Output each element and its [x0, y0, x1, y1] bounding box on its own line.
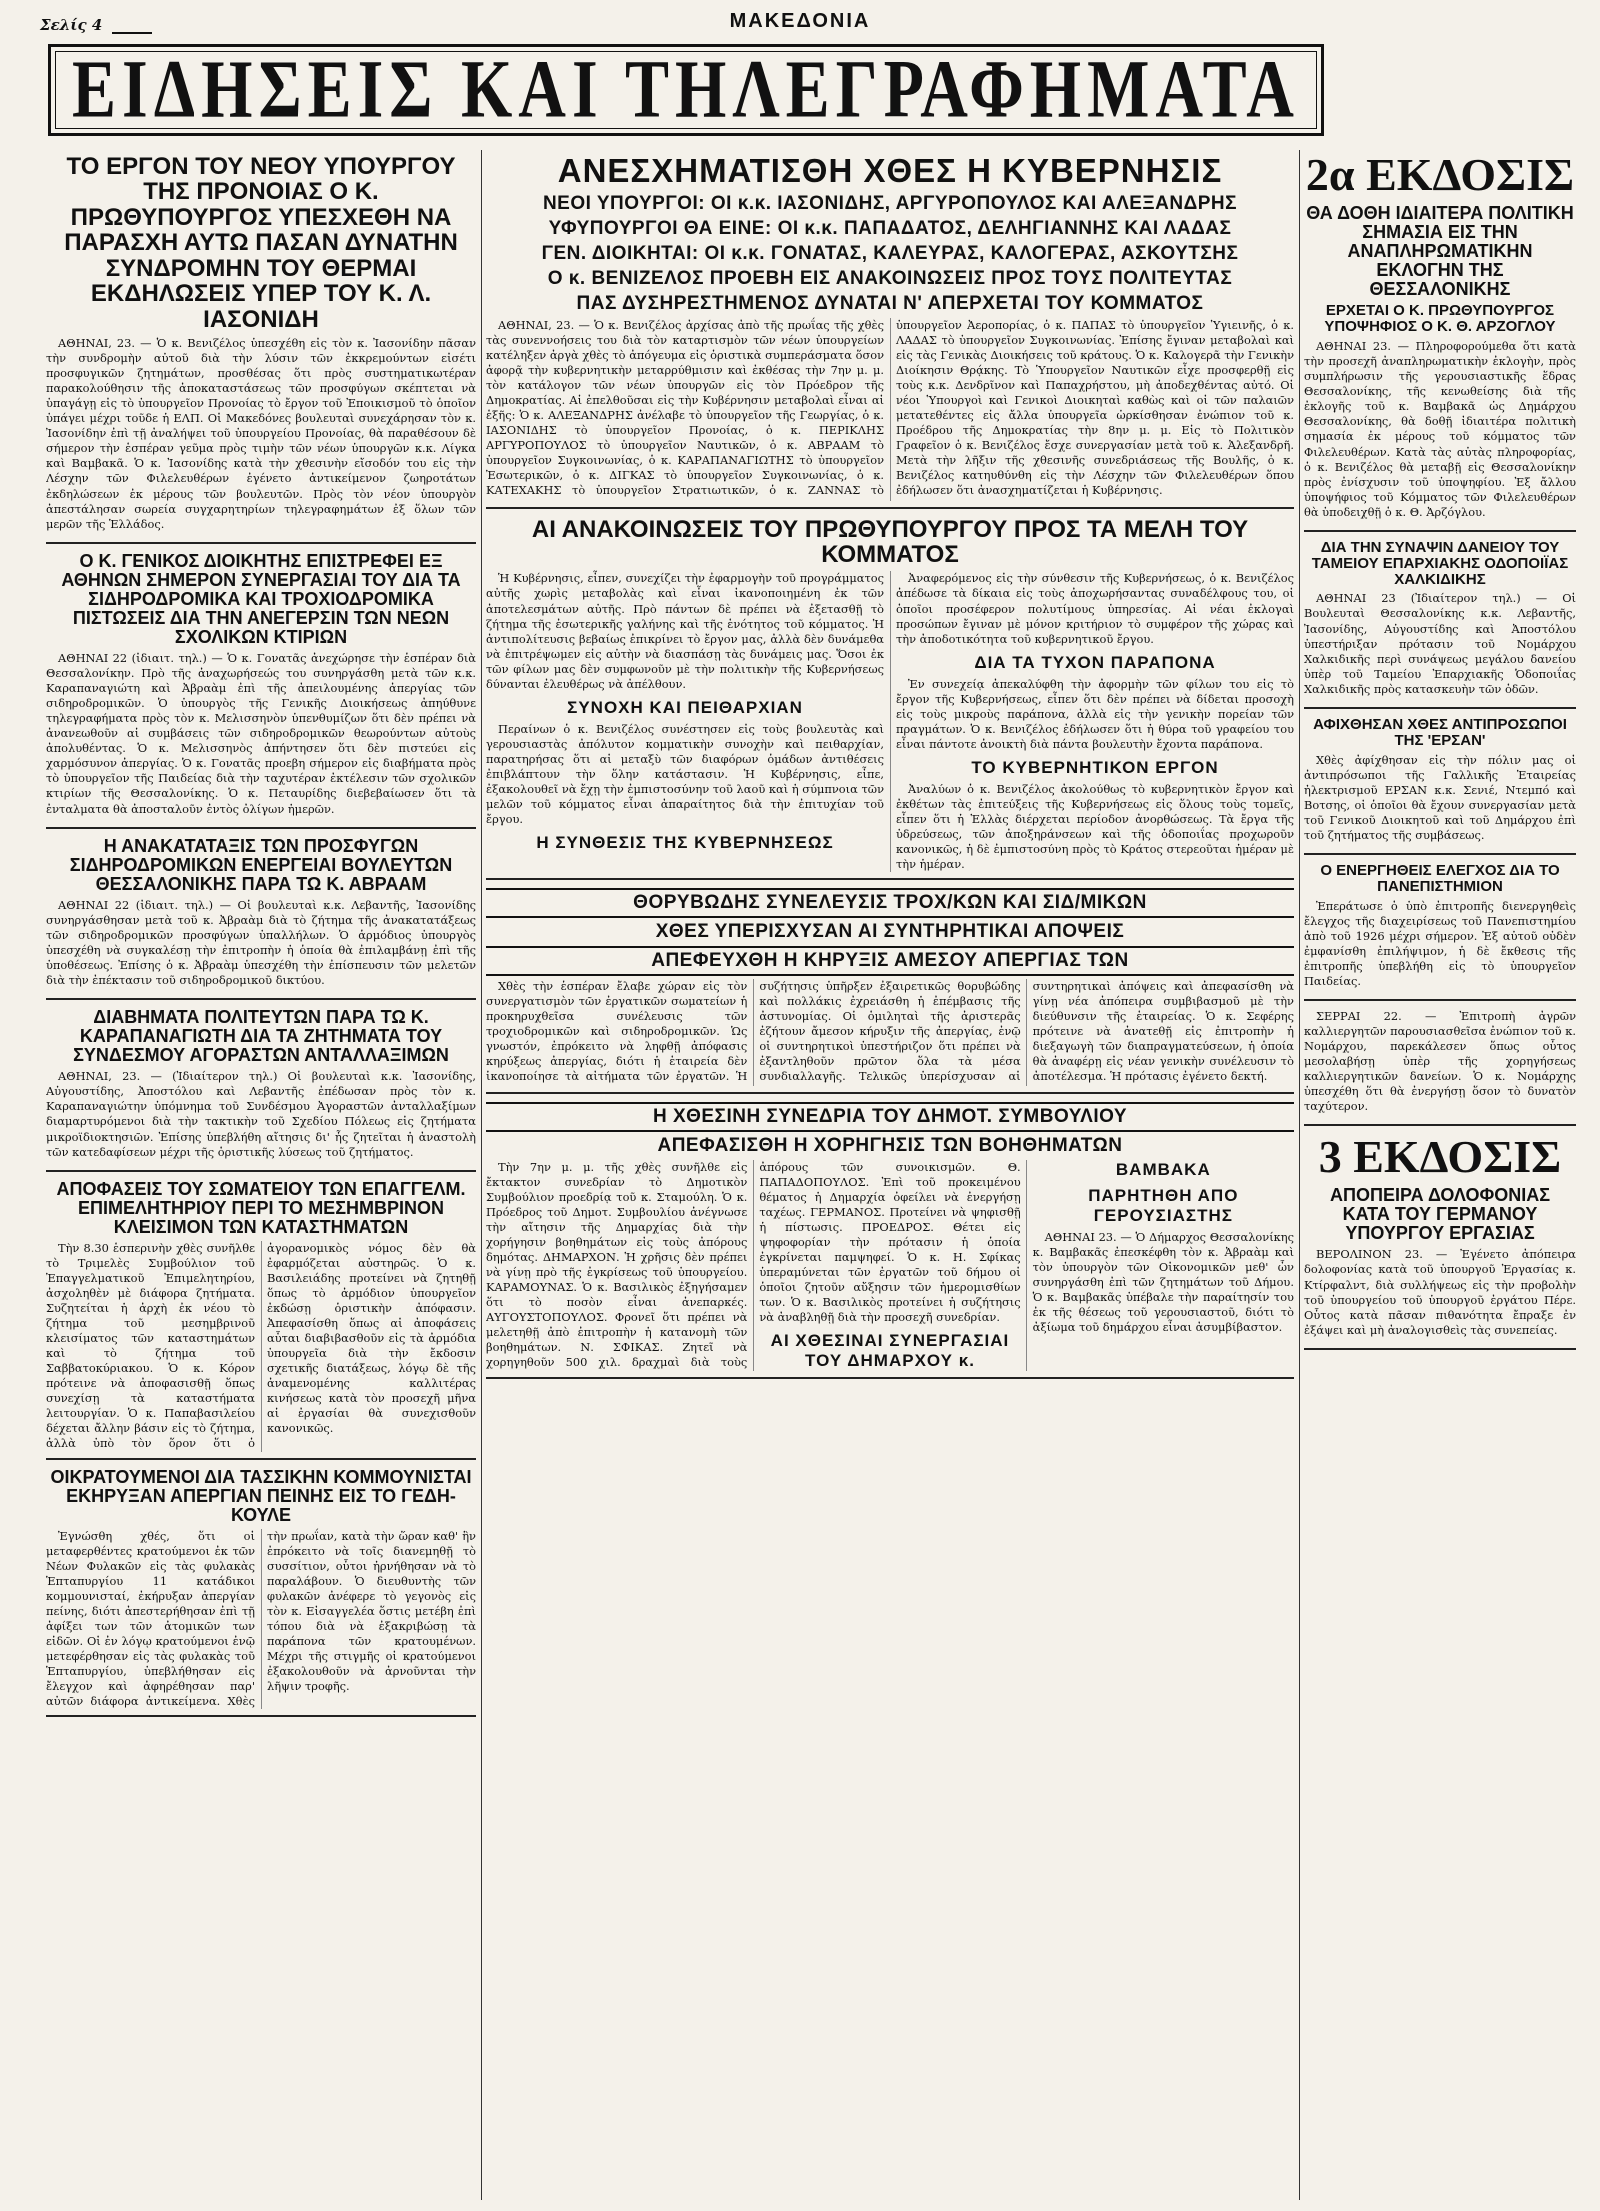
article-railway-refugees	[46, 837, 476, 1001]
article-body: Τὴν 7ην μ. μ. τῆς χθὲς συνῆλθε εἰς ἔκτακτον συνεδρίαν τὸ Δημοτικὸν Συμβούλιον προεδρίᾳ τοῦ κ. Σταμούλη. Ὁ κ. Πρόεδρος τοῦ Δημοτ. Συμβουλίου ἀνέγνωσε τὴν αἴτησιν τῆς Δημαρχίας διὰ τὴν χορήγησιν βοηθημάτων εἰς τοὺς ἀπόρους δημότας. ΔΗΜΑΡΧΟΝ. Ἡ χρῆσις δὲν πρέπει νὰ γίνῃ πρὸ τῆς ἐγκρίσεως τοῦ ὑπουργείου. ΚΑΡΑΜΟΥΝΑΣ. Ὁ κ. Βασιλικὸς ἐξηγήσαμεν ὅτι τὸ ποσὸν εἶναι ἀνεπαρκές. ΑΥΓΟΥΣΤΟΠΟΥΛΟΣ. Φρονεῖ ὅτι πρέπει νὰ μελετηθῇ ἀπὸ ἐπιτροπὴν ἡ κατανομὴ τῶν βοηθημάτων. Ν. ΣΦΙΚΑΣ. Ζητεῖ νὰ χορηγηθοῦν 500 χιλ. δραχμαὶ διὰ τοὺς ἀπόρους τῶν συνοικισμῶν. Θ. ΠΑΠΑΔΟΠΟΥΛΟΣ. Ἐπὶ τοῦ προκειμένου θέματος ἡ Δημαρχία ὀφείλει νὰ ἐνεργήσῃ ταχέως. ΓΕΡΜΑΝΟΣ. Προτείνει νὰ ψηφισθῇ ἡ πίστωσις. ΠΡΟΕΔΡΟΣ. Θέτει εἰς ψηφοφορίαν τὴν πρότασιν ἡ ὁποία ἐγκρίνεται παμψηφεί. Ὁ κ. Η. Σφίκας ὑπεραμύνεται τῶν ἐργατῶν τοῦ δήμου οἱ ὁποῖοι ζητοῦν αὔξησιν τῶν ἡμερομισθίων των. Ὁ κ. Βασιλικὸς προτείνει ἡ συζήτησις νὰ ἀναβληθῇ διὰ τὴν προσεχῆ συνεδρίαν.	[486, 1159, 1021, 1370]
article-headline-3: ΑΠΕΦΕΥΧΘΗ Η ΚΗΡΥΞΙΣ ΑΜΕΣΟΥ ΑΠΕΡΓΙΑΣ ΤΩΝ	[486, 946, 1294, 976]
subheadline-ministers: ΝΕΟΙ ΥΠΟΥΡΓΟΙ: ΟΙ κ.κ. ΙΑΣΟΝΙΔΗΣ, ΑΡΓΥΡΟΠΟΥΛΟΣ ΚΑΙ ΑΛΕΞΑΝΔΡΗΣ	[542, 192, 1238, 214]
article-chalkidiki-loan	[1304, 540, 1576, 709]
page-top-line	[40, 8, 1560, 38]
article-headline: Ο ΕΝΕΡΓΗΘΕΙΣ ΕΛΕΓΧΟΣ ΔΙΑ ΤΟ ΠΑΝΕΠΙΣΤΗΜΙΟΝ	[1320, 861, 1560, 895]
subhead-resigned: ΠΑΡΗΤΗΘΗ ΑΠΟ ΓΕΡΟΥΣΙΑΣΤΗΣ	[1088, 1185, 1239, 1225]
article-body: Χθὲς τὴν ἑσπέραν ἔλαβε χώραν εἰς τὸν συνεργατισμὸν τῶν ἐργατικῶν σωματείων ἡ προκηρυχθεῖσα συνέλευσις τῶν τροχιοδρομικῶν καὶ σιδηροδρομικῶν. Ὡς γνωστόν, ἐπρόκειτο νὰ ληφθῇ ἀπόφασις κηρύξεως ἀπεργίας, διότι ἡ ἑταιρεία δὲν ἱκανοποίησε τὰ αἰτήματα τῶν ἐργατῶν. Ἡ συζήτησις ὑπῆρξεν ἐξαιρετικῶς θορυβώδης καὶ πολλάκις ἐχρειάσθη ἡ ἐπέμβασις τῆς ἀστυνομίας. Οἱ ὁμιληταὶ τῆς ἀριστερᾶς ἐζήτουν ἄμεσον κήρυξιν τῆς ἀπεργίας, ἐνῷ οἱ συντηρητικοὶ ὑπεστήριζον ὅτι πρέπει νὰ ἐξαντληθοῦν πρῶτον ὅλα τὰ μέσα συνδιαλλαγῆς. Τελικῶς ὑπερίσχυσαν αἱ συντηρητικαὶ ἀπόψεις καὶ ἀπεφασίσθη νὰ γίνῃ νέα ἀπόπειρα συμβιβασμοῦ μὲ τὴν διεύθυνσιν τῆς ἑταιρείας. Ὁ κ. Σεφέρης πρότεινε νὰ ἀνατεθῇ εἰς ἐπιτροπὴν ἡ διεξαγωγὴ τῶν διαπραγματεύσεων, ἡ ὁποία θὰ ἀναφέρῃ εἰς νέαν γενικὴν συνέλευσιν τὸ ἀποτέλεσμα. Ἡ πρότασις ἐγένετο δεκτή.	[486, 979, 1294, 1084]
subhead-complaints: ΔΙΑ ΤΑ ΤΥΧΟΝ ΠΑΡΑΠΟΝΑ	[974, 652, 1216, 672]
section-masthead	[48, 44, 1324, 136]
article-columns	[46, 1529, 476, 1710]
article-headline-1: Η ΧΘΕΣΙΝΗ ΣΥΝΕΔΡΙΑ ΤΟΥ ΔΗΜΟΤ. ΣΥΜΒΟΥΛΙΟΥ	[486, 1102, 1294, 1132]
subhead-government-work: ΤΟ ΚΥΒΕΡΝΗΤΙΚΟΝ ΕΡΓΟΝ	[971, 757, 1219, 777]
article-headline-1: ΘΟΡΥΒΩΔΗΣ ΣΥΝΕΛΕΥΣΙΣ ΤΡΟΧ/ΚΩΝ ΚΑΙ ΣΙΔ/ΜΙΚΩΝ	[486, 888, 1294, 918]
article-chamber-decisions	[46, 1180, 476, 1460]
article-columns	[46, 1241, 476, 1452]
column-rule-left	[481, 150, 482, 2200]
article-columns	[486, 1160, 1294, 1372]
article-body: ΑΘΗΝΑΙ, 23. — (Ἰδιαίτερον τηλ.) Οἱ βουλευταὶ κ.κ. Ἰασονίδης, Αὐγουστίδης, Ἀποστόλου καὶ Λεβαντῆς ἐπέδωσαν πρὸς τὸν κ. Καραπαναγιώτην ὑπόμνημα τοῦ Συνδέσμου Ἀγοραστῶν ἀνταλλαξίμων διαμαρτυρόμενοι διὰ τὴν τακτικὴν τοῦ Σχεδίου Πόλεως εἰς ζητήματα μικροϊδιοκτησιῶν. Ἐπίσης ὑπεβλήθη αἴτησις δι' ἧς ζητεῖται ἡ ἀναστολὴ τῶν κατεδαφίσεων μέχρι τῆς ὁριστικῆς λύσεως τοῦ ζητήματος.	[46, 1069, 476, 1159]
article-headline: ΑΠΟΦΑΣΕΙΣ ΤΟΥ ΣΩΜΑΤΕΙΟΥ ΤΩΝ ΕΠΑΓΓΕΛΜ. ΕΠΙΜΕΛΗΤΗΡΙΟΥ ΠΕΡΙ ΤΟ ΜΕΣΗΜΒΡΙΝΟΝ ΚΛΕΙΣΙΜΟΝ ΤΩΝ ΚΑΤΑΣΤΗΜΑΤΩΝ	[56, 1178, 466, 1237]
page-number: Σελίς 4	[40, 16, 103, 34]
edition-2-label: 2α ΕΚΔΟΣΙΣ	[1305, 150, 1575, 200]
article-headline: ΤΟ ΕΡΓΟΝ ΤΟΥ ΝΕΟΥ ΥΠΟΥΡΓΟΥ ΤΗΣ ΠΡΟΝΟΙΑΣ Ο Κ. ΠΡΩΘΥΠΟΥΡΓΟΣ ΥΠΕΣΧΕΘΗ ΝΑ ΠΑΡΑΣΧΗ ΑΥΤΩ ΠΑΣΑΝ ΔΥΝΑΤΗΝ ΣΥΝΔΡΟΜΗΝ ΤΟΥ ΘΕΡΜΑΙ ΕΚΔΗΛΩΣΕΙΣ ΥΠΕΡ ΤΟΥ Κ. Λ. ΙΑΣΟΝΙΔΗ	[64, 153, 458, 333]
paper-name: ΜΑΚΕΔΟΝΙΑ	[729, 10, 871, 32]
article-headline: ΔΙΑΒΗΜΑΤΑ ΠΟΛΙΤΕΥΤΩΝ ΠΑΡΑ ΤΩ Κ. ΚΑΡΑΠΑΝΑΓΙΩΤΗ ΔΙΑ ΤΑ ΖΗΤΗΜΑΤΑ ΤΟΥ ΣΥΝΔΕΣΜΟΥ ΑΓΟΡΑΣΤΩΝ ΑΝΤΑΛΛΑΞΙΜΩΝ	[73, 1007, 449, 1066]
subhead-composition: Η ΣΥΝΘΕΣΙΣ ΤΗΣ ΚΥΒΕΡΝΗΣΕΩΣ	[536, 833, 834, 853]
column-rule-right	[1299, 150, 1300, 2200]
article-headline: Η ΑΝΑΚΑΤΑΤΑΞΙΣ ΤΩΝ ΠΡΟΣΦΥΓΩΝ ΣΙΔΗΡΟΔΡΟΜΙΚΩΝ ΕΝΕΡΓΕΙΑΙ ΒΟΥΛΕΥΤΩΝ ΘΕΣΣΑΛΟΝΙΚΗΣ ΠΑΡΑ ΤΩ Κ. ΑΒΡΑΑΜ	[69, 835, 453, 894]
subheadline-undersecretaries: ΥΦΥΠΟΥΡΓΟΙ ΘΑ ΕΙΝΕ: ΟΙ κ.κ. ΠΑΠΑΔΑΤΟΣ, ΔΕΛΗΓΙΑΝΝΗΣ ΚΑΙ ΛΑΔΑΣ	[548, 217, 1232, 239]
article-politicians-karapanagiotis	[46, 1008, 476, 1172]
subhead-cohesion: ΣΥΝΟΧΗ ΚΑΙ ΠΕΙΘΑΡΧΙΑΝ	[567, 697, 803, 717]
article-columns	[486, 571, 1294, 872]
left-column	[46, 150, 476, 2206]
article-government-reshuffle	[486, 154, 1294, 509]
article-headline: Ο Κ. ΓΕΝΙΚΟΣ ΔΙΟΙΚΗΤΗΣ ΕΠΙΣΤΡΕΦΕΙ ΕΞ ΑΘΗΝΩΝ ΣΗΜΕΡΟΝ ΣΥΝΕΡΓΑΣΙΑΙ ΤΟΥ ΔΙΑ ΤΑ ΣΙΔΗΡΟΔΡΟΜΙΚΑ ΚΑΙ ΤΡΟΧΙΟΔΡΟΜΙΚΑ ΠΙΣΤΩΣΕΙΣ ΔΙΑ ΤΗΝ ΑΝΕΓΕΡΣΙΝ ΤΩΝ ΝΕΩΝ ΣΧΟΛΙΚΩΝ ΚΤΙΡΙΩΝ	[61, 550, 461, 647]
article-headline: ΘΑ ΔΟΘΗ ΙΔΙΑΙΤΕΡΑ ΠΟΛΙΤΙΚΗ ΣΗΜΑΣΙΑ ΕΙΣ ΤΗΝ ΑΝΑΠΛΗΡΩΜΑΤΙΚΗΝ ΕΚΛΟΓΗΝ ΤΗΣ ΘΕΣΣΑΛΟΝΙΚΗΣ	[1306, 203, 1574, 300]
subheadline-party: ΠΑΣ ΔΥΣΗΡΕΣΤΗΜΕΝΟΣ ΔΥΝΑΤΑΙ Ν' ΑΠΕΡΧΕΤΑΙ ΤΟΥ ΚΟΜΜΑΤΟΣ	[576, 292, 1204, 314]
article-general-governor	[46, 552, 476, 829]
right-column	[1304, 150, 1576, 2206]
article-body: Περαίνων ὁ κ. Βενιζέλος συνέστησεν εἰς τοὺς βουλευτὰς καὶ γερουσιαστὰς ἀπόλυτον κομματικὴν συνοχὴν καὶ πειθαρχίαν, παρατηρήσας ὅτι αἱ μεταξὺ τῶν διαφόρων ὁμάδων ἀντιθέσεις ἐπιβλάπτουν τὴν ὅλην κατάστασιν. Ἡ Κυβέρνησις, εἶπε, ἐξακολουθεῖ νὰ ἔχῃ τὴν ἐμπιστοσύνην τοῦ λαοῦ καὶ ἡ σύμπνοια τῶν μελῶν τοῦ κόμματος εἶναι ἀπαραίτητος διὰ τὴν ἐπιτυχίαν τοῦ ἔργου.	[486, 721, 884, 827]
article-body: ΑΘΗΝΑΙ 23 (Ἰδιαίτερον τηλ.) — Οἱ Βουλευταὶ Θεσσαλονίκης κ.κ. Λεβαντῆς, Ἰασονίδης, Αὐγουστίδης καὶ Ἀποστόλου ὑπεστήριξαν πρότασιν τοῦ Νομάρχου Χαλκιδικῆς περὶ συνάψεως μεγάλου δανείου ὑπὲρ τοῦ Ταμείου Ἐπαρχιακῆς Ὁδοποιΐας Χαλκιδικῆς πρὸς κατασκευὴν τῶν ὁδῶν.	[1304, 591, 1576, 696]
article-body: Χθὲς ἀφίχθησαν εἰς τὴν πόλιν μας οἱ ἀντιπρόσωποι τῆς Γαλλικῆς Ἑταιρείας ἠλεκτρισμοῦ ΕΡΣΑΝ κ.κ. Σενιέ, Ντεμπό καὶ Βοτσης, οἱ ὁποῖοι θὰ ἔχουν συνεργασίαν μετὰ τοῦ Γενικοῦ Διοικητοῦ καὶ τοῦ Δημάρχου ἐπὶ τοῦ ζητήματος τῆς συμβάσεως.	[1304, 752, 1576, 842]
article-body: Ἐγνώσθη χθές, ὅτι οἱ μεταφερθέντες κρατούμενοι ἐκ τῶν Νέων Φυλακῶν εἰς τὰς φυλακὰς Ἑπταπυργίου 11 κατάδικοι κομμουνισταί, ἐκήρυξαν ἀπεργίαν πείνης, διότι ἀπεστερήθησαν ἐπὶ τῇ ἀφίξει των τῶν ἀτομικῶν των εἰδῶν. Οἱ ἐν λόγῳ κρατούμενοι ἐνῷ μετεφέρθησαν εἰς τὰς φυλακὰς τοῦ Ἑπταπυργίου, ὑπεβλήθησαν εἰς ἔλεγχον καὶ ἀφηρέθησαν παρ' αὐτῶν διάφορα ἀντικείμενα. Χθὲς τὴν πρωΐαν, κατὰ τὴν ὥραν καθ' ἣν ἐπρόκειτο νὰ τοῖς διανεμηθῇ τὸ συσσίτιον, οὗτοι ἠρνήθησαν νὰ τὸ παραλάβουν. Ὁ διευθυντὴς τῶν φυλακῶν ἀνέφερε τὸ γεγονὸς εἰς τὸν κ. Εἰσαγγελέα ὅστις μετέβη ἐπὶ τόπου διὰ νὰ ἐξακριβώσῃ τὰ παράπονα τῶν κρατουμένων. Μέχρι τῆς στιγμῆς οἱ κρατούμενοι ἐξακολουθοῦν νὰ ἀρνοῦνται τὴν λῆψιν τροφῆς.	[46, 1528, 476, 1709]
article-pm-announcements	[486, 517, 1294, 881]
article-body: ΑΘΗΝΑΙ, 23. — Ὁ κ. Βενιζέλος ἀρχίσας ἀπὸ τῆς πρωΐας τῆς χθὲς τὰς συνεννοήσεις του διὰ τὸν καταρτισμὸν τῶν νέων ὑπουργείων κατέληξεν ἀργὰ χθὲς τὸ ἀπόγευμα εἰς ὁριστικὰ συμπεράσματα ὅσον ἀφορᾷ τὴν κυβερνητικὴν μεταρρύθμισιν καὶ ἐκθέσας τὴν 7ην μ. μ. τὸν κατάλογον τῶν νέων ὑπουργῶν εἰς τὸν Πρόεδρον τῆς Δημοκρατίας. Αἱ ἐπελθοῦσαι εἰς τὴν Κυβέρνησιν μεταβολαὶ εἶναι αἱ ἑξῆς: Ὁ κ. ΑΛΕΞΑΝΔΡΗΣ ἀνέλαβε τὸ ὑπουργεῖον τῆς Γεωργίας, ὁ κ. ΙΑΣΟΝΙΔΗΣ τὸ ὑπουργεῖον Προνοίας, ὁ κ. ΠΕΡΙΚΛΗΣ ΑΡΓΥΡΟΠΟΥΛΟΣ τὸ ὑπουργεῖον Ναυτικῶν, ὁ κ. ΑΒΡΑΑΜ τὸ ὑπουργεῖον Συγκοινωνίας, ὁ κ. ΚΑΡΑΠΑΝΑΓΙΩΤΗΣ τὸ ὑπουργεῖον Ἐσωτερικῶν, ὁ κ. ΔΙΓΚΑΣ τὸ ὑπουργεῖον Συγκοινωνίας, ὁ κ. ΚΑΤΕΧΑΚΗΣ τὸ ὑπουργεῖον Στρατιωτικῶν, ὁ κ. ΖΑΝΝΑΣ τὸ ὑπουργεῖον Ἀεροπορίας, ὁ κ. ΠΑΠΑΣ τὸ ὑπουργεῖον Ὑγιεινῆς, ὁ κ. ΛΑΔΑΣ τὸ ὑπουργεῖον Συγκοινωνίας. Ἐπίσης ἔγιναν μεταβολαὶ καὶ εἰς τὰς Γενικὰς Διοικήσεις τοῦ κράτους. Ὁ κ. Καλογερᾶ τὴν Γενικὴν Διοίκησιν Θρᾴκης. Τὸ Ὑπουργεῖον Ναυτικῶν εἶχε προσφερθῇ εἰς τοὺς κ.κ. Δενδρῖνον καὶ Παπαχρήστου, μὴ ἀποδεχθέντας αὐτό. Οἱ νέοι Ὑπουργοὶ καὶ Γενικοὶ Διοικηταὶ καθὼς καὶ οἱ τῶν παλαιῶν μετατεθέντες εἰς ἄλλα ὑπουργεῖα ὡρκίσθησαν ἐνώπιον τοῦ κ. Προέδρου τῆς Δημοκρατίας τὴν 8ην μ. μ. Εἰς τὸ Πολιτικὸν Γραφεῖον ὁ κ. Βενιζέλος ἔσχε συνεργασίαν μετὰ τοῦ κ. Ἀλεξανδρῆ. Μετὰ τὴν λῆξιν τῆς χθεσινῆς συνεδριάσεως τῆς Βουλῆς, ὁ κ. Βενιζέλος κατηυθύνθη εἰς τὴν Λέσχην τῶν Φιλελευθέρων ὅπου ἐδήλωσεν ὅτι ἀνασχηματίζεται ἡ Κυβέρνησις.	[486, 317, 1294, 498]
article-ersan	[1304, 717, 1576, 855]
article-body: Ἐπεράτωσε ὁ ὑπὸ ἐπιτροπῆς διενεργηθεὶς ἔλεγχος τῆς διαχειρίσεως τοῦ Πανεπιστημίου ἀπὸ τοῦ 1926 μέχρι σήμερον. Ἐξ αὐτοῦ οὐδὲν ἐμφανίσθη ἐπιλήψιμον, ἡ δὲ ἔκθεσις τῆς ἐπιτροπῆς ὑπεβλήθη εἰς τὸ ὑπουργεῖον Παιδείας.	[1304, 898, 1576, 988]
article-assassination-attempt	[1304, 1186, 1576, 1350]
article-headline: ΑΠΟΠΕΙΡΑ ΔΟΛΟΦΟΝΙΑΣ ΚΑΤΑ ΤΟΥ ΓΕΡΜΑΝΟΥ ΥΠΟΥΡΓΟΥ ΕΡΓΑΣΙΑΣ	[1329, 1185, 1551, 1244]
article-headline-2: ΕΡΧΕΤΑΙ Ο Κ. ΠΡΩΘΥΠΟΥΡΓΟΣ ΥΠΟΨΗΦΙΟΣ Ο Κ. Θ. ΑΡΖΟΓΛΟΥ	[1324, 302, 1556, 336]
article-headline: ΑΙ ΑΝΑΚΟΙΝΩΣΕΙΣ ΤΟΥ ΠΡΩΘΥΠΟΥΡΓΟΥ ΠΡΟΣ ΤΑ ΜΕΛΗ ΤΟΥ ΚΟΜΜΑΤΟΣ	[531, 515, 1249, 568]
article-body: Ἀναλύων ὁ κ. Βενιζέλος ἀκολούθως τὸ κυβερνητικὸν ἔργον καὶ ἐκθέτων τὰς ἐπιτεύξεις τῆς Κυβερνήσεως εἰς ὅλους τοὺς τομεῖς, εἶπεν ὅτι ἡ Ἑλλὰς διέρχεται περίοδον ἀνορθώσεως. Τὰ ἔργα τῆς ὑδρεύσεως, τῶν ἀποξηράνσεων καὶ τῆς ὁδοποιΐας προχωροῦν κανονικῶς, ἡ δὲ ἐμπιστοσύνη πρὸς τὸ Κράτος στερεοῦται ἡμέραν μὲ τὴν ἡμέραν.	[896, 781, 1294, 872]
subheadline-governors: ΓΕΝ. ΔΙΟΙΚΗΤΑΙ: ΟΙ κ.κ. ΓΟΝΑΤΑΣ, ΚΑΛΕΥΡΑΣ, ΚΑΛΟΓΕΡΑΣ, ΑΣΚΟΥΤΣΗΣ	[541, 242, 1239, 264]
article-municipal-council	[486, 1102, 1294, 1380]
article-headline-2: ΧΘΕΣ ΥΠΕΡΙΣΧΥΣΑΝ ΑΙ ΣΥΝΤΗΡΗΤΙΚΑΙ ΑΠΟΨΕΙΣ	[655, 921, 1125, 943]
subhead-mayor: ΑΙ ΧΘΕΣΙΝΑΙ ΣΥΝΕΡΓΑΣΙΑΙ ΤΟΥ ΔΗΜΑΡΧΟΥ κ. ΒΑΜΒΑΚΑ	[770, 1159, 1211, 1371]
middle-column	[486, 150, 1294, 2206]
article-body: Ἐν συνεχείᾳ ἀπεκαλύφθη τὴν ἀφορμὴν τῶν φίλων του εἰς τὸ ἔργον τῆς Κυβερνήσεως, εἶπεν ὅτι δὲν πρέπει νὰ δίδεται προσοχὴ εἰς τοὺς μικροὺς παράπονα, ἀλλὰ εἰς τὴν γενικὴν πορείαν τῶν πραγμάτων. Ὁ κ. Βενιζέλος ἐδήλωσεν ὅτι ἡ θύρα τοῦ γραφείου του εἶναι πάντοτε ἀνοικτὴ διὰ πάντα βουλευτὴν ἔχοντα παράπονα.	[896, 676, 1294, 751]
article-headline: ΔΙΑ ΤΗΝ ΣΥΝΑΨΙΝ ΔΑΝΕΙΟΥ ΤΟΥ ΤΑΜΕΙΟΥ ΕΠΑΡΧΙΑΚΗΣ ΟΔΟΠΟΙΪΑΣ ΧΑΛΚΙΔΙΚΗΣ	[1311, 538, 1569, 588]
article-columns	[486, 979, 1294, 1086]
article-headline: ΑΦΙΧΘΗΣΑΝ ΧΘΕΣ ΑΝΤΙΠΡΟΣΩΠΟΙ ΤΗΣ 'ΕΡΣΑΝ'	[1313, 715, 1567, 749]
article-body: ΑΘΗΝΑΙ 22 (ἰδιαιτ. τηλ.) — Ὁ κ. Γονατᾶς ἀνεχώρησε τὴν ἑσπέραν διὰ Θεσσαλονίκην. Πρὸ τῆς ἀναχωρήσεώς του συνηργάσθη μετὰ τῶν κ.κ. Καραπαναγιώτη καὶ Ἀβραὰμ ἐπὶ τῆς ἀπειλουμένης ἀπεργίας τῶν σιδηροδρομικῶν. Ὁ ὑπουργὸς τῆς Γενικῆς Διοικήσεως ἀπηύθυνε τηλεγραφήματα πρὸς τὸν κ. Μελισσηνὸν ὑπενθυμίζων ὅτι δὲν πρέπει νὰ ἀνανεωθοῦν αἱ συμβάσεις τῶν σιδηροδρομικῶν θεωρούντων αὐτοὺς ἀπολυθέντας. Ὁ κ. Μελισσηνὸς ἀπήντησεν ὅτι δὲν πιστεύει εἰς χαρμόσυνον ἀπεργίας. Ὁ κ. Γονατᾶς προεβη σήμερον εἰς διαβήματα πρὸς τὸ ὑπουργεῖον τῆς Παιδείας διὰ τὴν ταχυτέραν ἐκτέλεσιν τῶν σχολικῶν κτιρίων τῆς Θεσσαλονίκης. Ὁ κ. Πεταυρίδης διεβεβαίωσεν ὅτι τὰ ἐνταλματα θὰ ἀποσταλοῦν ἐντὸς ὀλίγων ἡμερῶν.	[46, 651, 476, 816]
article-body: ΑΘΗΝΑΙ 22 (ἰδιαιτ. τηλ.) — Οἱ βουλευταὶ κ.κ. Λεβαντῆς, Ἰασονίδης συνηργάσθησαν μετὰ τοῦ κ. Ἀβραὰμ διὰ τὸ ζήτημα τῆς ἀνακατατάξεως τῶν σιδηροδρομικῶν προσφύγων ὑπαλλήλων. Ὁ ἁρμόδιος ὑπουργὸς ὑπεσχέθη νὰ συγκαλέσῃ τὴν ἐπιτροπὴν ἡ ὁποία θὰ ἐπιλαμβάνῃ ἐπὶ τῆς ὑποθέσεως. Ἐπίσης ὁ κ. Ἀβραὰμ ὑπεσχέθη τὴν ἐπίσπευσιν τῶν μελετῶν διὰ τὴν ἐπέκτασιν τοῦ σιδηροδρομικοῦ δικτύου.	[46, 897, 476, 988]
article-body: ΑΘΗΝΑΙ, 23. — Ὁ κ. Βενιζέλος ὑπεσχέθη εἰς τὸν κ. Ἰασονίδην πᾶσαν τὴν συνδρομὴν αὐτοῦ διὰ τὴν λύσιν τῶν ἐκκρεμούντων εἰσέτι προσφυγικῶν ζητημάτων, προσθέσας ὅτι πρὸς συστηματικωτέραν παρακολούθησιν τῆς ἀποκαταστάσεως τῶν προσφύγων σκέπτεται νὰ ὑπαγάγῃ εἰς τὸ ὑπουργεῖον Προνοίας τὸ ἔργον τοῦ Ἐποικισμοῦ τὸ ὁποῖον ὑπάγει μέχρι τοῦδε ἡ ΕΛΠ. Οἱ Μακεδόνες βουλευταὶ συνεχάρησαν τὸν κ. Ἰασονίδην ἐπὶ τῇ ἀναλήψει τοῦ ὑπουργείου Προνοίας, θὰ παραθέσουν δὲ σήμερον τὴν ἑσπέραν γεῦμα πρὸς τιμὴν τῶν νέων ὑπουργῶν κ.κ. Λίγκα καὶ Βαμβακᾶ. Ὁ κ. Ἰασονίδης κατὰ τὴν χθεσινὴν εἴσοδόν του εἰς τὴν Λέσχην τῶν Φιλελευθέρων ἐγένετο ἀντικείμενον ζωηροτάτων ἐκδηλώσεων ἐκ μέρους τῶν βουλευτῶν. Πρὸς τὸν νέον ὑπουργὸν ἀπεστάλησαν σωρεία συγχαρητηρίων τηλεγραφημάτων ἐξ ὅλων τῶν μερῶν τῆς Ἑλλάδος.	[46, 336, 476, 531]
article-body: ΒΕΡΟΛΙΝΟΝ 23. — Ἐγένετο ἀπόπειρα δολοφονίας κατὰ τοῦ ὑπουργοῦ Ἐργασίας κ. Κτίρφαλντ, διὰ συλλήψεως εἰς τὴν προβολὴν τοῦ ὑπουργείου τοῦ ὑπουργοῦ ἐργάτου Πέρε. Οὗτος κατὰ πᾶσαν πιθανότητα ἔπραξε ἐν ἐξάψει καὶ μὴ ἀναλογισθεὶς τὰς συνεπείας.	[1304, 1247, 1576, 1337]
masthead-title: ΕΙΔΗΣΕΙΣ ΚΑΙ ΤΗΛΕΓΡΑΦΗΜΑΤΑ	[72, 43, 1300, 135]
main-headline: ΑΝΕΣΧΗΜΑΤΙΣΘΗ ΧΘΕΣ Η ΚΥΒΕΡΝΗΣΙΣ	[557, 152, 1223, 189]
article-columns	[486, 318, 1294, 501]
article-pronoia	[46, 154, 476, 544]
article-headline-2: ΑΠΕΦΑΣΙΣΘΗ Η ΧΟΡΗΓΗΣΙΣ ΤΩΝ ΒΟΗΘΗΜΑΤΩΝ	[657, 1134, 1123, 1156]
article-university-audit	[1304, 863, 1576, 1001]
article-body: Ἀναφερόμενος εἰς τὴν σύνθεσιν τῆς Κυβερνήσεως, ὁ κ. Βενιζέλος ἀπέδωσε τὰ δίκαια εἰς τοὺς ἀποχωρήσαντας συναδέλφους του, οἱ ὁποῖοι προσέφερον πολυτίμους ὑπηρεσίας. Αἱ νέαι ἐκλογαὶ προσώπων ἔγιναν μὲ μόνον κριτήριον τὸ συμφέρον τῆς χώρας καὶ τὴν ἀποδοτικότητα τοῦ κυβερνητικοῦ ἔργου.	[896, 571, 1294, 646]
article-body: Ἡ Κυβέρνησις, εἶπεν, συνεχίζει τὴν ἐφαρμογὴν τοῦ προγράμματος αὐτῆς χωρὶς μεταβολὰς καὶ εἶναι ἱκανοποιημένη ἐκ τῶν ἀποτελεσμάτων αὐτῆς. Πρὸ πάντων δὲ πρέπει νὰ ἐξετασθῇ τὸ ζήτημα τῆς ἐσωτερικῆς γαλήνης καὶ τῆς ἑνότητος τοῦ κόμματος. Ἡ ἀντιπολίτευσις βεβαίως ἐπικρίνει τὸ ἔργον μας, ἀλλὰ δὲν δυνάμεθα νὰ ἐπιτρέψωμεν εἰς αὐτὴν νὰ διασπάσῃ τὰς δυνάμεις μας. Ὅσοι ἐκ τῶν φίλων μας δὲν συμφωνοῦν μὲ τὴν πολιτικὴν τῆς Κυβερνήσεως δύνανται ἐλευθέρως νὰ ἀπέλθουν.	[486, 571, 884, 691]
article-body: Τὴν 8.30 ἑσπερινὴν χθὲς συνῆλθε τὸ Τριμελὲς Συμβούλιον τοῦ Ἐπαγγελματικοῦ Ἐπιμελητηρίου, ἀσχοληθὲν μὲ διάφορα ζητήματα. Συζητείται ἡ ἀρχὴ ἐκ νέου τὸ ζήτημα τοῦ μεσημβρινοῦ κλεισίματος τῶν καταστημάτων καὶ τὸ ζήτημα τοῦ Σαββατοκύριακου. Ὁ κ. Κόρον πρότεινε νὰ ἀποφασισθῇ ὅπως συνεχίσῃ τὰ καταστήματα λειτουργίαν. Ὁ κ. Παπαβασιλείου δέχεται ἄλλην βάσιν εἰς τὸ ζήτημα, ἀλλὰ ὑπὸ τὸν ὅρον ὅτι ὁ ἀγορανομικὸς νόμος δὲν θὰ ἐφαρμόζεται αὐστηρῶς. Ὁ κ. Βασιλειάδης προτείνει νὰ ζητηθῇ ὅπως τὸ ἀρμόδιον ὑπουργεῖον ἐκδώσῃ ὁριστικὴν ἀπόφασιν. Ἀπεφασίσθη ὅπως αἱ ἀποφάσεις αὗται διαβιβασθοῦν εἰς τὰ ἀρμόδια ὑπουργεῖα διὰ τὴν ἔκδοσιν σχετικῆς διατάξεως, λόγῳ δὲ τῆς ἀναμενομένης καλλιτέρας κινήσεως κατὰ τὸν προσεχῆ μῆνα αἱ ἐργασίαι θὰ συνεχισθοῦν κανονικῶς.	[46, 1240, 476, 1451]
article-hunger-strike	[46, 1468, 476, 1718]
article-body: ΑΘΗΝΑΙ 23. — Ὁ Δήμαρχος Θεσσαλονίκης κ. Βαμβακᾶς ἐπεσκέφθη τὸν κ. Ἀβραὰμ καὶ τὸν ὑπουργὸν τῶν Οἰκονομικῶν μεθ' ὧν συνηργάσθη ἐπὶ τῶν ζητημάτων τοῦ Δήμου. Ὁ κ. Βαμβακᾶς ὑπέβαλε τὴν παραίτησίν του ἐκ τῆς θέσεως τοῦ γερουσιαστοῦ, διότι τὸ ἀξίωμα τοῦ δημάρχου εἶναι ἀσυμβίβαστον.	[1032, 1229, 1294, 1335]
article-headline: ΟΙΚΡΑΤΟΥΜΕΝΟΙ ΔΙΑ ΤΑΣΣΙΚΗΝ ΚΟΜΜΟΥΝΙΣΤΑΙ ΕΚΗΡΥΞΑΝ ΑΠΕΡΓΙΑΝ ΠΕΙΝΗΣ ΕΙΣ ΤΟ ΓΕΔΗ-ΚΟΥΛΕ	[50, 1466, 472, 1525]
subheadline-venizelos: Ο κ. ΒΕΝΙΖΕΛΟΣ ΠΡΟΕΒΗ ΕΙΣ ΑΝΑΚΟΙΝΩΣΕΙΣ ΠΡΟΣ ΤΟΥΣ ΠΟΛΙΤΕΥΤΑΣ	[547, 267, 1233, 289]
article-body: ΣΕΡΡΑΙ 22. — Ἐπιτροπὴ ἀγρῶν καλλιεργητῶν παρουσιασθεῖσα ἐνώπιον τοῦ κ. Νομάρχου, παρεκάλεσεν ὅπως οὗτος μεσολαβήσῃ ὑπὲρ τῆς χορηγήσεως καλλιεργητικῶν δανείων. Ὁ κ. Νομάρχης ὑπεσχέθη ὅτι θὰ ἐνεργήσῃ ὅσον τὸ δυνατὸν ταχύτερον.	[1304, 1008, 1576, 1114]
article-serres	[1304, 1009, 1576, 1126]
article-tram-railway-assembly	[486, 888, 1294, 1094]
article-body: ΑΘΗΝΑΙ 23. — Πληροφορούμεθα ὅτι κατὰ τὴν προσεχῆ ἀναπληρωματικὴν ἐκλογὴν, πρὸς συμπλήρωσιν τῆς γερουσιαστικῆς ἕδρας Θεσσαλονίκης, τῆς κενωθείσης διὰ τῆς ἐκλογῆς τοῦ κ. Βαμβακᾶ ὡς Δημάρχου Θεσσαλονίκης, θὰ δοθῇ ἰδιαιτέρα πολιτικὴ σημασία ἐκ μέρους τοῦ κόμματος τῶν Φιλελευθέρων. Κατὰ τὰς αὐτὰς πληροφορίας, ὁ κ. Βενιζέλος θὰ μεταβῇ εἰς Θεσσαλονίκην πρὸς ἐνίσχυσιν τοῦ ὑποψηφίου. Ἐξ ἄλλου ὑποψήφιος τοῦ Κόμματος τῶν Φιλελευθέρων θὰ ὑποδειχθῇ ὁ κ. Θ. Ἀρζόγλου.	[1304, 339, 1576, 519]
edition-3-label: 3 ΕΚΔΟΣΙΣ	[1318, 1131, 1562, 1183]
article-by-election	[1304, 204, 1576, 532]
